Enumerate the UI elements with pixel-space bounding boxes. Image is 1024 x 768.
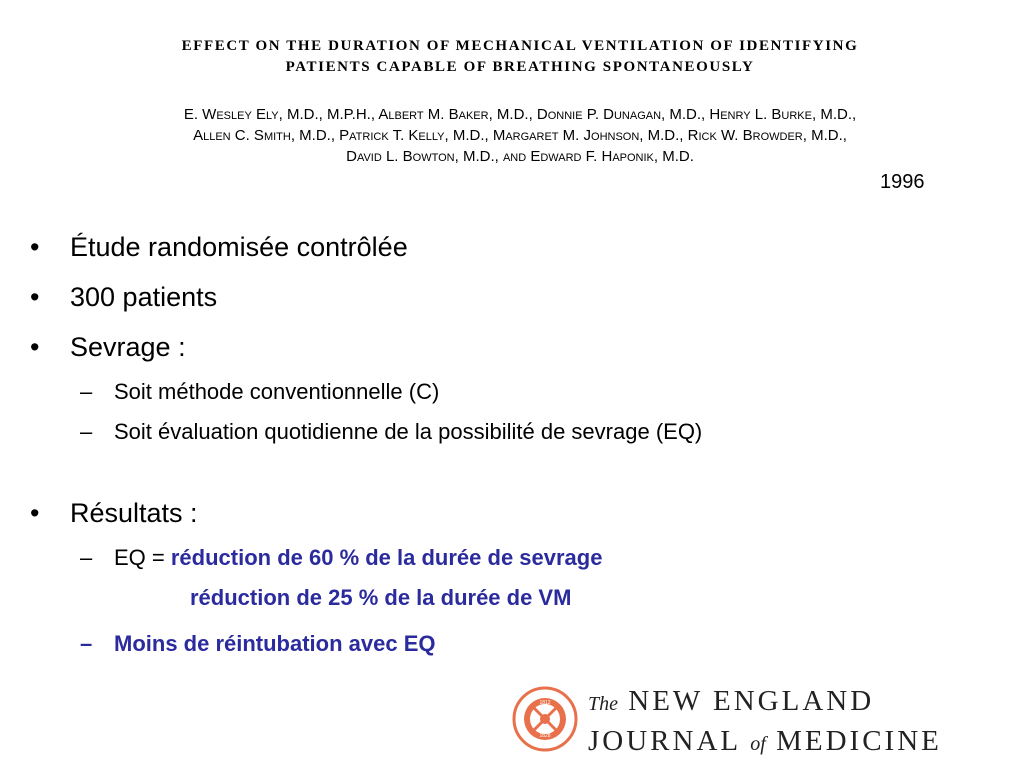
bullet-text: 300 patients xyxy=(70,282,218,312)
seal-year-bottom: 1828 xyxy=(539,733,551,739)
authors-line: Allen C. Smith, M.D., Patrick T. Kelly, M.D., Margaret M. Johnson, M.D., Rick W. Browder, M.D., xyxy=(193,127,847,144)
sub-list-continuation xyxy=(0,578,1000,618)
logo-medicine: MEDICINE xyxy=(776,725,942,757)
dash-icon: – xyxy=(80,631,93,656)
logo-line1: NEW ENGLAND xyxy=(628,685,875,717)
list-item xyxy=(0,488,1000,538)
sub-bullet-text: Soit méthode conventionnelle (C) xyxy=(114,379,440,404)
result-highlight: Moins de réintubation avec EQ xyxy=(114,631,436,656)
result-prefix: EQ = xyxy=(114,545,171,570)
result-highlight: réduction de 25 % de la durée de VM xyxy=(190,585,572,610)
spacer xyxy=(0,452,1000,488)
seal-year-top: 1812 xyxy=(539,700,551,706)
bullet-list xyxy=(0,222,1000,664)
sub-list-item xyxy=(0,624,1000,664)
dash-icon: – xyxy=(80,379,93,404)
logo-journal: JOURNAL xyxy=(588,725,741,757)
result-highlight: réduction de 60 % de la durée de sevrage xyxy=(170,545,603,570)
logo-of: of xyxy=(750,733,766,755)
journal-seal-icon xyxy=(512,686,578,752)
dash-icon: – xyxy=(80,419,93,444)
authors-line: E. Wesley Ely, M.D., M.P.H., Albert M. Baker, M.D., Donnie P. Dunagan, M.D., Henry L. Burke, M.D., xyxy=(183,106,857,123)
sub-list-item xyxy=(0,412,1000,452)
bullet-icon: • xyxy=(30,232,40,262)
bullet-text: Étude randomisée contrôlée xyxy=(70,232,408,262)
authors-line: David L. Bowton, M.D., and Edward F. Haponik, M.D. xyxy=(346,148,694,165)
logo-the: The xyxy=(588,693,618,715)
paper-title-line: EFFECT ON THE DURATION OF MECHANICAL VENTILATION OF IDENTIFYING xyxy=(181,38,859,54)
sub-bullet-text: Soit évaluation quotidienne de la possibilité de sevrage (EQ) xyxy=(114,419,703,444)
dash-icon: – xyxy=(80,545,93,570)
list-item xyxy=(0,272,1000,322)
paper-title-line: PATIENTS CAPABLE OF BREATHING SPONTANEOUSLY xyxy=(285,59,755,75)
paper-title xyxy=(0,36,1024,78)
bullet-text: Résultats : xyxy=(70,498,198,528)
bullet-icon: • xyxy=(30,332,40,362)
list-item xyxy=(0,222,1000,272)
journal-wordmark xyxy=(588,684,942,764)
nejm-logo xyxy=(512,684,1012,760)
publication-year: 1996 xyxy=(880,171,925,193)
paper-authors xyxy=(0,104,1024,167)
bullet-icon: • xyxy=(30,498,40,528)
list-item xyxy=(0,322,1000,372)
bullet-icon: • xyxy=(30,282,40,312)
bullet-text: Sevrage : xyxy=(70,332,186,362)
sub-list-item xyxy=(0,538,1000,578)
sub-list-item xyxy=(0,372,1000,412)
